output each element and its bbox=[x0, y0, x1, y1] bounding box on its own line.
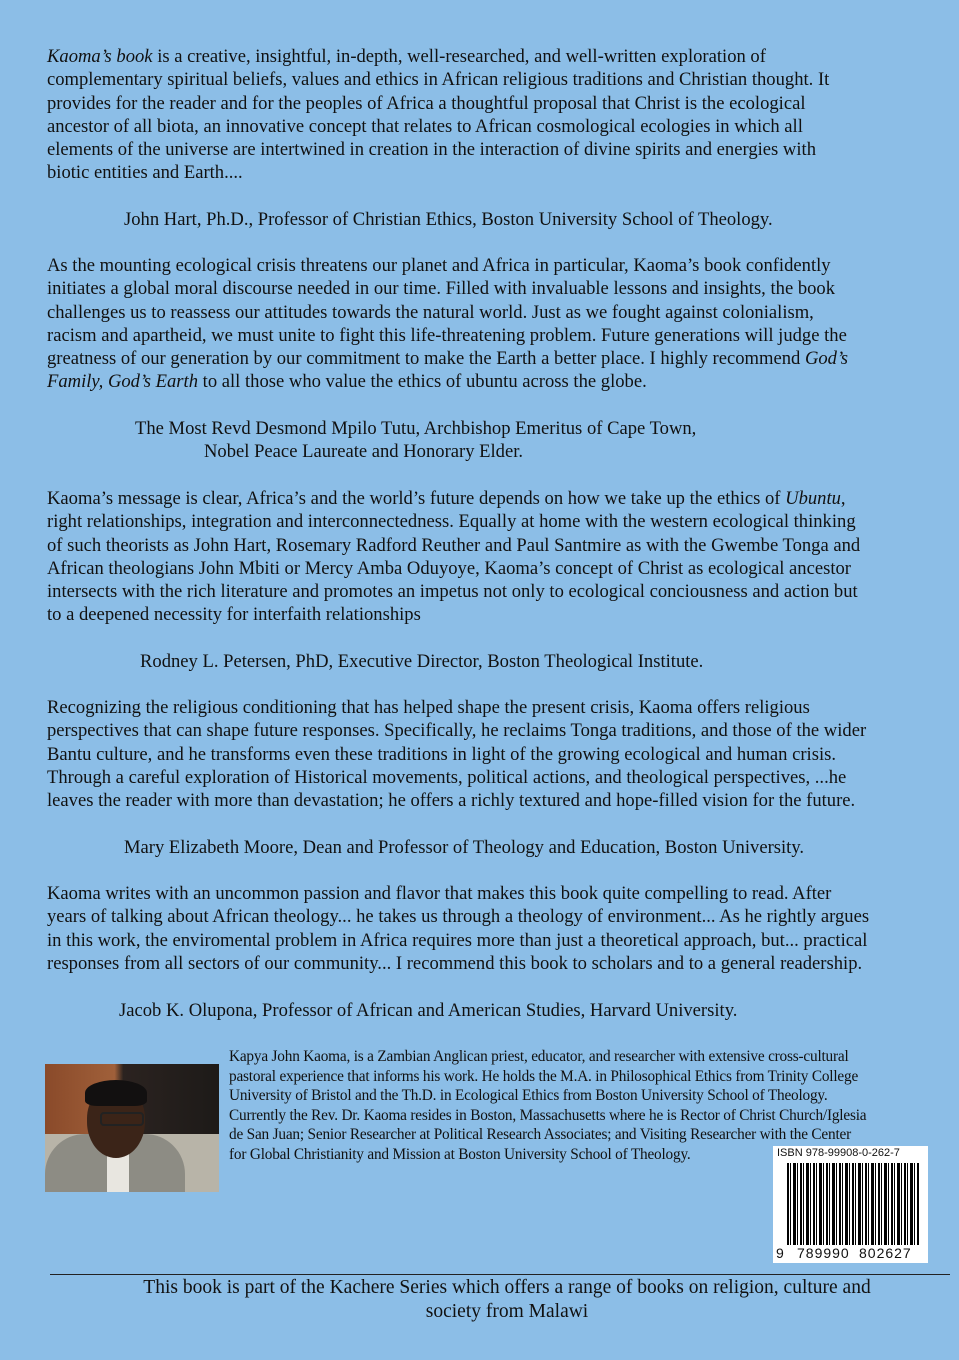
text-segment: greatness of our generation by our commitment to make the Earth a better place. I highly recommend bbox=[47, 348, 805, 370]
attribution-tutu-line2: Nobel Peace Laureate and Honorary Elder. bbox=[204, 441, 524, 462]
text-line: right relationships, integration and interconnectedness. Equally at home with the western ecological thinking bbox=[47, 511, 856, 533]
author-bio bbox=[229, 1047, 866, 1165]
barcode-bars bbox=[787, 1163, 919, 1245]
book-title-italic: Family, God’s Earth bbox=[47, 371, 198, 393]
text-line: leaves the reader with more than devastation; he offers a richly textured and hope-filled vision for the future. bbox=[47, 790, 856, 812]
author-photo bbox=[45, 1064, 219, 1192]
series-note bbox=[0, 1276, 959, 1324]
text-line: ancestor of all biota, an innovative concept that relates to African cosmological ecologies in which all bbox=[47, 115, 803, 137]
text-line: provides for the reader and for the peoples of Africa a thoughtful proposal that Christ is the ecological bbox=[47, 92, 806, 114]
text-line: intersects with the rich literature and promotes an impetus not only to ecological conciousness and action but bbox=[47, 581, 858, 603]
text-line bbox=[47, 487, 860, 510]
text-line bbox=[47, 347, 848, 370]
text-line: perspectives that can shape future responses. Specifically, he reclaims Tonga traditions, and those of the wider bbox=[47, 720, 867, 742]
text-line: As the mounting ecological crisis threatens our planet and Africa in particular, Kaoma’s book confidently bbox=[47, 255, 831, 276]
text-line: years of talking about African theology... he takes us through a theology of environment... As he rightly argues bbox=[47, 906, 870, 928]
text-line bbox=[47, 45, 829, 68]
text-line bbox=[47, 370, 848, 393]
text-segment: Kaoma’s message is clear, Africa’s and the world’s future depends on how we take up the ethics of bbox=[47, 488, 786, 509]
attribution-tutu-line1: The Most Revd Desmond Mpilo Tutu, Archbishop Emeritus of Cape Town, bbox=[135, 418, 697, 439]
bio-line: Kapya John Kaoma, is a Zambian Anglican priest, educator, and researcher with extensive cross-cultural bbox=[229, 1048, 849, 1065]
bio-line: Currently the Rev. Dr. Kaoma resides in Boston, Massachusetts where he is Rector of Christ Church/Iglesia bbox=[229, 1106, 867, 1124]
text-line: in this work, the enviromental problem in Africa requires more than just a theoretical approach, but... practical bbox=[47, 929, 868, 951]
bio-line: de San Juan; Senior Researcher at Political Research Associates; and Visiting Researcher with the Center bbox=[229, 1126, 851, 1144]
barcode-digits-right: 802627 bbox=[859, 1245, 912, 1261]
text-line: of such theorists as John Hart, Rosemary Radford Reuther and Paul Santmire as with the Gwembe Tonga and bbox=[47, 534, 861, 556]
book-title-italic: God’s bbox=[804, 348, 849, 370]
endorsement-tutu bbox=[47, 254, 848, 394]
text-segment: to all those who value the ethics of ubuntu across the globe. bbox=[198, 371, 647, 393]
text-line: responses from all sectors of our community... I recommend this book to scholars and to a general readership. bbox=[47, 952, 863, 974]
bio-line: pastoral experience that informs his work. He holds the M.A. in Philosophical Ethics from Trinity College bbox=[229, 1067, 859, 1085]
series-note-line: society from Malawi bbox=[425, 1301, 589, 1322]
text-line: Bantu culture, and he transforms even these traditions in light of the growing ecological and human crisis. bbox=[47, 743, 836, 765]
isbn-label: ISBN 978-99908-0-262-7 bbox=[777, 1147, 900, 1159]
attribution-hart: John Hart, Ph.D., Professor of Christian Ethics, Boston University School of Theology. bbox=[124, 209, 773, 230]
ubuntu-italic: Ubuntu bbox=[785, 488, 841, 509]
text-line: Recognizing the religious conditioning that has helped shape the present crisis, Kaoma offers religious bbox=[47, 697, 810, 718]
text-line: Through a careful exploration of Historical movements, political actions, and theological perspectives, ...he bbox=[47, 766, 847, 788]
text-line: to a deepened necessity for interfaith relationships bbox=[47, 604, 421, 626]
text-segment: is a creative, insightful, in-depth, well-researched, and well-written exploration of bbox=[152, 46, 766, 67]
attribution-olupona: Jacob K. Olupona, Professor of African and American Studies, Harvard University. bbox=[119, 1000, 738, 1021]
isbn-barcode bbox=[773, 1146, 928, 1263]
series-note-line: This book is part of the Kachere Series which offers a range of books on religion, culture and bbox=[143, 1277, 871, 1298]
text-line: challenges us to reassess our attitudes towards the natural world. Just as we fought against colonialism, bbox=[47, 301, 814, 323]
text-segment: , bbox=[840, 488, 846, 509]
text-line: African theologians John Mbiti or Mercy Amba Oduyoye, Kaoma’s concept of Christ as ecological ancestor bbox=[47, 557, 851, 579]
text-line: Kaoma writes with an uncommon passion and flavor that makes this book quite compelling to read. After bbox=[47, 883, 832, 904]
text-line: biotic entities and Earth.... bbox=[47, 162, 243, 184]
text-line: racism and apartheid, we must unite to fight this life-threatening problem. Future generations will judge the bbox=[47, 324, 847, 346]
attribution-moore: Mary Elizabeth Moore, Dean and Professor of Theology and Education, Boston University. bbox=[124, 837, 805, 858]
bio-line: for Global Christianity and Mission at Boston University School of Theology. bbox=[229, 1145, 691, 1163]
attribution-petersen: Rodney L. Petersen, PhD, Executive Director, Boston Theological Institute. bbox=[140, 651, 704, 672]
endorsement-moore bbox=[47, 696, 866, 812]
bio-line: University of Bristol and the Th.D. in Ecological Ethics from Boston University School of Theology. bbox=[229, 1087, 828, 1105]
text-line: initiates a global moral discourse needed in our time. Filled with invaluable lessons and insights, the book bbox=[47, 278, 836, 300]
text-line: complementary spiritual beliefs, values and ethics in African religious traditions and Christian thought. It bbox=[47, 69, 830, 91]
barcode-digit-first: 9 bbox=[776, 1245, 784, 1261]
endorsement-petersen bbox=[47, 487, 860, 627]
divider bbox=[50, 1274, 950, 1275]
endorsement-olupona bbox=[47, 882, 869, 975]
book-title-italic: Kaoma’s book bbox=[47, 46, 153, 67]
text-line: elements of the universe are intertwined in creation in the interaction of divine spirits and energies with bbox=[47, 139, 816, 161]
endorsement-hart bbox=[47, 45, 829, 185]
barcode-digits-left: 789990 bbox=[797, 1245, 850, 1261]
